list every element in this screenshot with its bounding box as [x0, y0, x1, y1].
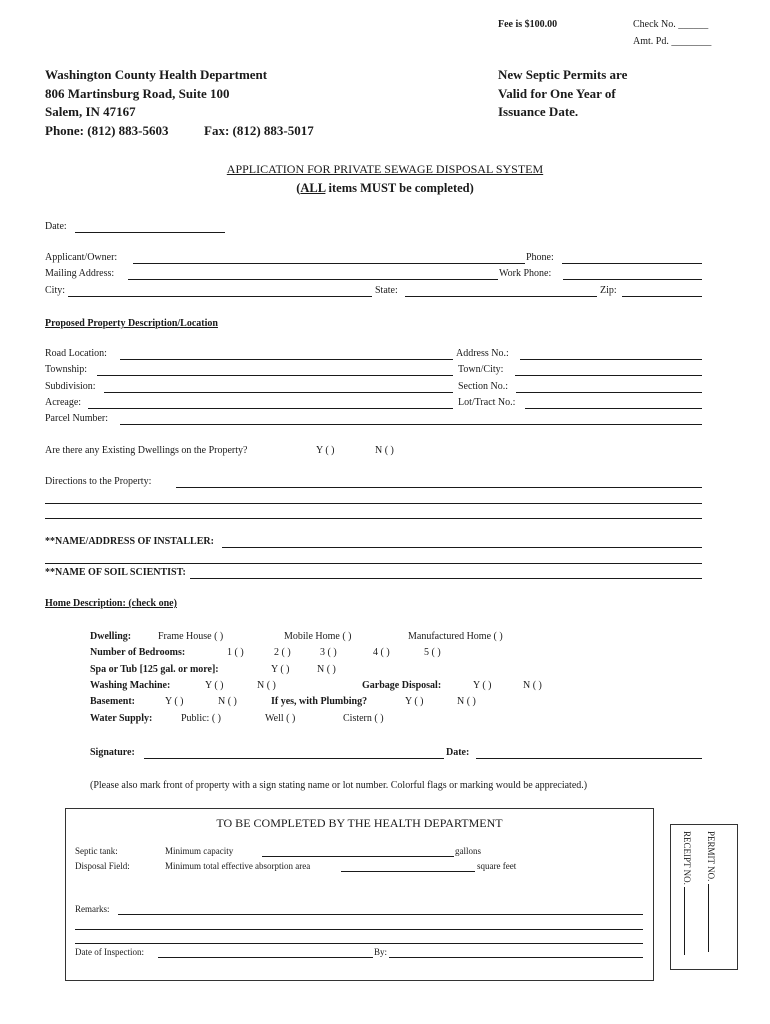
- plumbing-label: If yes, with Plumbing?: [271, 696, 368, 707]
- home-description-heading: Home Description: (check one): [45, 598, 177, 609]
- garbage-yes-checkbox[interactable]: Y ( ): [473, 680, 492, 691]
- washing-machine-label: Washing Machine:: [90, 680, 171, 691]
- garbage-no-checkbox[interactable]: N ( ): [523, 680, 542, 691]
- validity-notice-1: New Septic Permits are: [498, 67, 628, 82]
- permit-number-field: [706, 831, 717, 961]
- directions-input-1[interactable]: [176, 487, 702, 488]
- water-supply-label: Water Supply:: [90, 713, 153, 724]
- soil-scientist-input[interactable]: [190, 578, 702, 579]
- septic-tank-label: Septic tank:: [75, 846, 118, 856]
- mailing-label: Mailing Address:: [45, 268, 115, 279]
- signature-input[interactable]: [144, 758, 444, 759]
- health-department-box: [65, 808, 654, 981]
- receipt-number-input[interactable]: [684, 887, 693, 955]
- subdivision-input[interactable]: [104, 392, 453, 393]
- validity-notice-3: Issuance Date.: [498, 104, 579, 119]
- lot-tract-input[interactable]: [525, 408, 702, 409]
- amount-paid-field[interactable]: Amt. Pd. ________: [633, 36, 712, 47]
- receipt-number-field: [682, 831, 693, 965]
- frame-house-checkbox[interactable]: Frame House ( ): [158, 631, 224, 642]
- address-no-label: Address No.:: [456, 348, 509, 359]
- zip-label: Zip:: [600, 285, 617, 296]
- applicant-label: Applicant/Owner:: [45, 252, 118, 263]
- bedrooms-4-checkbox[interactable]: 4 ( ): [373, 647, 390, 658]
- remarks-input-2[interactable]: [75, 929, 643, 930]
- agency-fax: Fax: (812) 883-5017: [204, 123, 314, 138]
- work-phone-label: Work Phone:: [499, 268, 552, 279]
- manufactured-home-checkbox[interactable]: Manufactured Home ( ): [408, 631, 503, 642]
- all-emphasis: ALL: [300, 181, 326, 195]
- date-label: Date:: [45, 221, 67, 232]
- agency-name: Washington County Health Department: [45, 67, 268, 82]
- address-no-input[interactable]: [520, 359, 702, 360]
- directions-input-3[interactable]: [45, 518, 702, 519]
- water-cistern-checkbox[interactable]: Cistern ( ): [343, 713, 384, 724]
- soil-scientist-label: **NAME OF SOIL SCIENTIST:: [45, 567, 186, 578]
- inspection-date-label: Date of Inspection:: [75, 947, 144, 957]
- township-input[interactable]: [97, 375, 453, 376]
- bedrooms-3-checkbox[interactable]: 3 ( ): [320, 647, 337, 658]
- spa-label: Spa or Tub [125 gal. or more]:: [90, 664, 219, 675]
- agency-phone: Phone: (812) 883-5603: [45, 123, 169, 138]
- agency-address-2: Salem, IN 47167: [45, 104, 136, 119]
- mobile-home-checkbox[interactable]: Mobile Home ( ): [284, 631, 352, 642]
- state-input[interactable]: [405, 296, 597, 297]
- mailing-input[interactable]: [128, 279, 498, 280]
- washing-yes-checkbox[interactable]: Y ( ): [205, 680, 224, 691]
- road-label: Road Location:: [45, 348, 107, 359]
- permit-number-input[interactable]: [708, 884, 717, 952]
- bedrooms-1-checkbox[interactable]: 1 ( ): [227, 647, 244, 658]
- acreage-input[interactable]: [88, 408, 453, 409]
- check-no-field[interactable]: Check No. ______: [633, 19, 709, 30]
- basement-no-checkbox[interactable]: N ( ): [218, 696, 237, 707]
- bedrooms-2-checkbox[interactable]: 2 ( ): [274, 647, 291, 658]
- phone-label: Phone:: [526, 252, 554, 263]
- plumbing-yes-checkbox[interactable]: Y ( ): [405, 696, 424, 707]
- water-well-checkbox[interactable]: Well ( ): [265, 713, 296, 724]
- form-title: [0, 162, 770, 177]
- permit-number-label: PERMIT NO.: [706, 831, 716, 882]
- town-city-input[interactable]: [515, 375, 702, 376]
- installer-input-2[interactable]: [45, 563, 702, 564]
- township-label: Township:: [45, 364, 88, 375]
- directions-input-2[interactable]: [45, 503, 702, 504]
- agency-address-1: 806 Martinsburg Road, Suite 100: [45, 86, 230, 101]
- zip-input[interactable]: [622, 296, 702, 297]
- disposal-area-input[interactable]: [341, 871, 475, 872]
- water-public-checkbox[interactable]: Public: ( ): [181, 713, 221, 724]
- dwellings-question: Are there any Existing Dwellings on the Property?: [45, 445, 248, 456]
- disposal-unit: square feet: [477, 861, 517, 871]
- inspection-date-input[interactable]: [158, 957, 373, 958]
- fee-text: Fee is $100.00: [498, 19, 558, 30]
- form-title-text: APPLICATION FOR PRIVATE SEWAGE DISPOSAL SYSTEM: [226, 162, 544, 176]
- road-input[interactable]: [120, 359, 453, 360]
- parcel-input[interactable]: [120, 424, 702, 425]
- basement-label: Basement:: [90, 696, 135, 707]
- septic-unit: gallons: [455, 846, 481, 856]
- property-heading: Proposed Property Description/Location: [45, 318, 218, 329]
- validity-notice-2: Valid for One Year of: [498, 86, 616, 101]
- form-subtitle: (ALL items MUST be completed): [296, 181, 474, 195]
- signature-date-input[interactable]: [476, 758, 702, 759]
- spa-yes-checkbox[interactable]: Y ( ): [271, 664, 290, 675]
- section-no-input[interactable]: [516, 392, 702, 393]
- dwellings-no-checkbox[interactable]: N ( ): [375, 445, 394, 456]
- town-city-label: Town/City:: [458, 364, 504, 375]
- installer-label: **NAME/ADDRESS OF INSTALLER:: [45, 536, 214, 547]
- disposal-area-label: Minimum total effective absorption area: [165, 861, 311, 871]
- work-phone-input[interactable]: [563, 279, 702, 280]
- city-input[interactable]: [68, 296, 372, 297]
- state-label: State:: [375, 285, 398, 296]
- plumbing-no-checkbox[interactable]: N ( ): [457, 696, 476, 707]
- signature-date-label: Date:: [446, 747, 470, 758]
- permit-receipt-box: [670, 824, 738, 970]
- basement-yes-checkbox[interactable]: Y ( ): [165, 696, 184, 707]
- garbage-disposal-label: Garbage Disposal:: [362, 680, 442, 691]
- date-input[interactable]: [75, 232, 225, 233]
- sign-note: (Please also mark front of property with a sign stating name or lot number. Colorful flags or marking would be appreciated.): [90, 780, 588, 791]
- phone-input[interactable]: [562, 263, 702, 264]
- directions-label: Directions to the Property:: [45, 476, 152, 487]
- bedrooms-label: Number of Bedrooms:: [90, 647, 186, 658]
- health-department-title: TO BE COMPLETED BY THE HEALTH DEPARTMENT: [216, 816, 503, 830]
- washing-no-checkbox[interactable]: N ( ): [257, 680, 276, 691]
- installer-input-1[interactable]: [222, 547, 702, 548]
- bedrooms-5-checkbox[interactable]: 5 ( ): [424, 647, 441, 658]
- spa-no-checkbox[interactable]: N ( ): [317, 664, 336, 675]
- applicant-input[interactable]: [133, 263, 525, 264]
- signature-label: Signature:: [90, 747, 135, 758]
- disposal-field-label: Disposal Field:: [75, 861, 130, 871]
- inspected-by-input[interactable]: [389, 957, 643, 958]
- dwelling-label: Dwelling:: [90, 631, 132, 642]
- section-no-label: Section No.:: [458, 381, 508, 392]
- receipt-number-label: RECEIPT NO.: [682, 831, 692, 885]
- remarks-input-3[interactable]: [75, 943, 643, 944]
- dwellings-yes-checkbox[interactable]: Y ( ): [316, 445, 335, 456]
- septic-capacity-input[interactable]: [262, 856, 454, 857]
- city-label: City:: [45, 285, 66, 296]
- acreage-label: Acreage:: [45, 397, 82, 408]
- septic-min-capacity-label: Minimum capacity: [165, 846, 234, 856]
- inspected-by-label: By:: [374, 947, 388, 957]
- remarks-label: Remarks:: [75, 904, 110, 914]
- subdivision-label: Subdivision:: [45, 381, 96, 392]
- parcel-label: Parcel Number:: [45, 413, 109, 424]
- lot-tract-label: Lot/Tract No.:: [458, 397, 516, 408]
- remarks-input-1[interactable]: [118, 914, 643, 915]
